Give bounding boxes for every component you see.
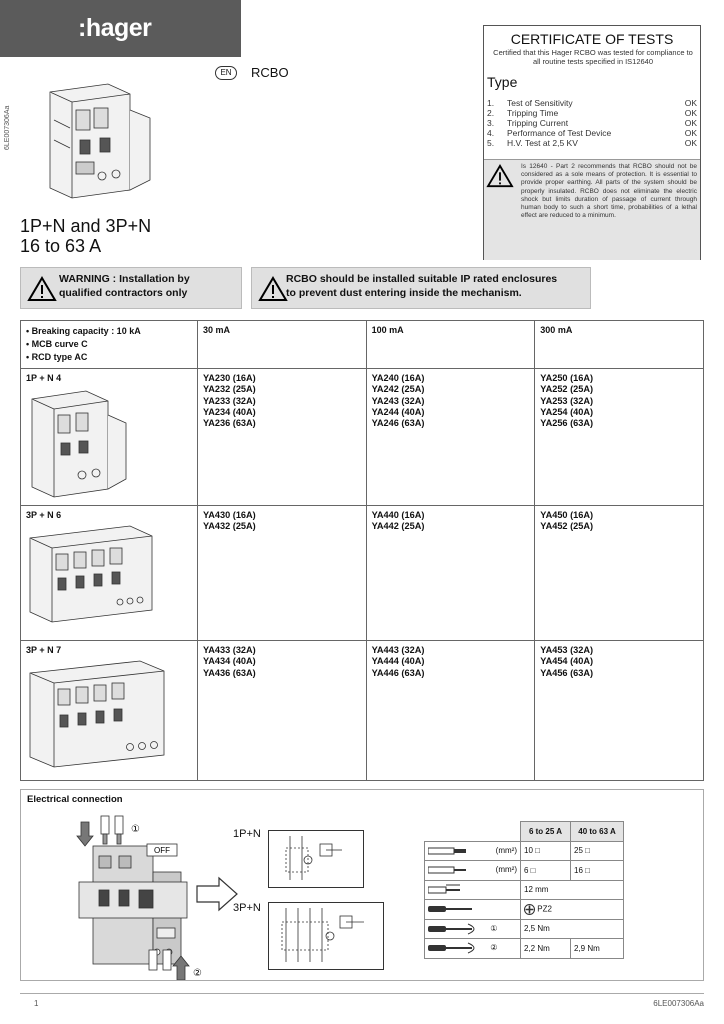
row-label-cell: 3P + N 6 (21, 506, 198, 641)
reference-cell: YA433 (32A) YA434 (40A) YA436 (63A) (197, 641, 366, 781)
range-header: 40 to 63 A (571, 822, 624, 842)
certificate-of-tests (483, 25, 701, 260)
value-cell: 10 □ (521, 841, 571, 861)
value-cell: 6 □ (521, 861, 571, 881)
schematic-3pn-label: 3P+N (233, 902, 261, 914)
table-row (425, 861, 624, 881)
rigid-cable-icon (428, 865, 468, 875)
certificate-subtitle: Certified that this Hager RCBO was tested for compliance to all routine tests specified in IS12640 (493, 48, 693, 66)
table-row (21, 641, 704, 781)
table-row (425, 939, 624, 959)
table-row (425, 841, 624, 861)
strip-length-icon (428, 884, 468, 896)
callout-2: ② (193, 968, 202, 979)
torque-1-cell: ① (425, 919, 521, 939)
table-row (425, 880, 624, 900)
product-image-1pn (40, 80, 160, 202)
section-title: Electrical connection (27, 794, 123, 805)
features-cell: • Breaking capacity : 10 kA • MCB curve C • RCD type AC (21, 321, 198, 369)
brand-logo: :hager (78, 14, 152, 42)
strip-length-cell (425, 880, 521, 900)
reference-cell: YA230 (16A) YA232 (25A) YA233 (32A) YA234 (40A) YA236 (63A) (197, 369, 366, 506)
value-cell: 12 mm (521, 880, 624, 900)
pozidriv-icon (524, 904, 535, 915)
torque-screwdriver-icon (428, 942, 488, 954)
value-cell: 16 □ (571, 861, 624, 881)
off-label: OFF (154, 846, 170, 855)
screwdriver-cell (425, 900, 521, 920)
model-title-line2: 16 to 63 A (20, 236, 102, 256)
wiring-specification-table (424, 821, 624, 959)
product-reference-table (20, 320, 704, 781)
value-cell: 25 □ (571, 841, 624, 861)
callout-1: ① (131, 824, 140, 835)
reference-cell: YA443 (32A) YA444 (40A) YA446 (63A) (366, 641, 535, 781)
row-label-cell: 1P + N 4 (21, 369, 198, 506)
value-cell: 2,2 Nm (521, 939, 571, 959)
torque-screwdriver-icon (428, 923, 488, 935)
footer-divider (20, 993, 704, 994)
enclosure-warning (251, 267, 591, 309)
reference-cell: YA240 (16A) YA242 (25A) YA243 (32A) YA244 (40A) YA246 (63A) (366, 369, 535, 506)
warning-icon (27, 276, 57, 302)
table-row (21, 369, 704, 506)
test-row: 3. Tripping Current OK (487, 118, 697, 128)
vertical-doc-code: 6LE007306Aa (4, 105, 11, 150)
electrical-connection-section (20, 789, 704, 981)
reference-cell: YA250 (16A) YA252 (25A) YA253 (32A) YA254 (40A) YA256 (63A) (535, 369, 704, 506)
product-image-3pn-6 (26, 524, 166, 624)
sensitivity-header: 30 mA (197, 321, 366, 369)
document-code: 6LE007306Aa (653, 999, 704, 1008)
value-cell: 2,5 Nm (521, 919, 624, 939)
test-row: 5. H.V. Test at 2,5 KV OK (487, 138, 697, 148)
torque-2-cell: ② (425, 939, 521, 959)
flexible-cable-icon (428, 846, 468, 856)
product-type-label: RCBO (251, 65, 289, 80)
installation-warning (20, 267, 242, 309)
model-range-title (20, 216, 151, 256)
schematic-1pn-label: 1P+N (233, 828, 261, 840)
value-cell: PZ2 (521, 900, 624, 920)
table-row (21, 506, 704, 641)
schematic-1pn (268, 830, 364, 888)
model-title-line1: 1P+N and 3P+N (20, 216, 152, 236)
reference-cell: YA450 (16A) YA452 (25A) (535, 506, 704, 641)
warning-icon (486, 164, 514, 188)
sensitivity-header: 100 mA (366, 321, 535, 369)
product-image-1pn-small (26, 387, 136, 499)
screwdriver-icon (428, 904, 476, 914)
certificate-title: CERTIFICATE OF TESTS (510, 31, 674, 47)
installation-warning-text: WARNING : Installation by qualified contractors only (59, 273, 190, 299)
flexible-cable-cell: (mm²) (425, 841, 521, 861)
table-header-row (21, 321, 704, 369)
enclosure-warning-text: RCBO should be installed suitable IP rated enclosures to prevent dust entering inside the mechanism. (286, 273, 558, 299)
table-row (425, 900, 624, 920)
certificate-warning-text: Is 12640 - Part 2 recommends that RCBO should not be considered as a sole means of protection. It is essential to provide proper earthing. All parts of the system should be properly insulated. RCBO does not eliminate the electric shock but limits duration of passage of current through human body to such a short time, probabilities of a lethal effect are reduced to a minimum. (521, 163, 697, 220)
reference-cell: YA440 (16A) YA442 (25A) (366, 506, 535, 641)
schematic-3pn (268, 902, 384, 970)
value-cell: 2,9 Nm (571, 939, 624, 959)
table-row (425, 919, 624, 939)
certificate-warning-panel (484, 159, 700, 260)
type-heading: Type (487, 74, 518, 90)
language-badge: EN (215, 66, 237, 80)
test-row: 2. Tripping Time OK (487, 108, 697, 118)
reference-cell: YA430 (16A) YA432 (25A) (197, 506, 366, 641)
sensitivity-header: 300 mA (535, 321, 704, 369)
page-number: 1 (34, 999, 39, 1008)
range-header: 6 to 25 A (521, 822, 571, 842)
test-row: 4. Performance of Test Device OK (487, 128, 697, 138)
table-row (425, 822, 624, 842)
warning-icon (258, 276, 288, 302)
test-list (487, 98, 697, 148)
product-image-3pn-7 (26, 659, 176, 771)
reference-cell: YA453 (32A) YA454 (40A) YA456 (63A) (535, 641, 704, 781)
rigid-cable-cell: (mm²) (425, 861, 521, 881)
row-label-cell: 3P + N 7 (21, 641, 198, 781)
test-row: 1. Test of Sensitivity OK (487, 98, 697, 108)
